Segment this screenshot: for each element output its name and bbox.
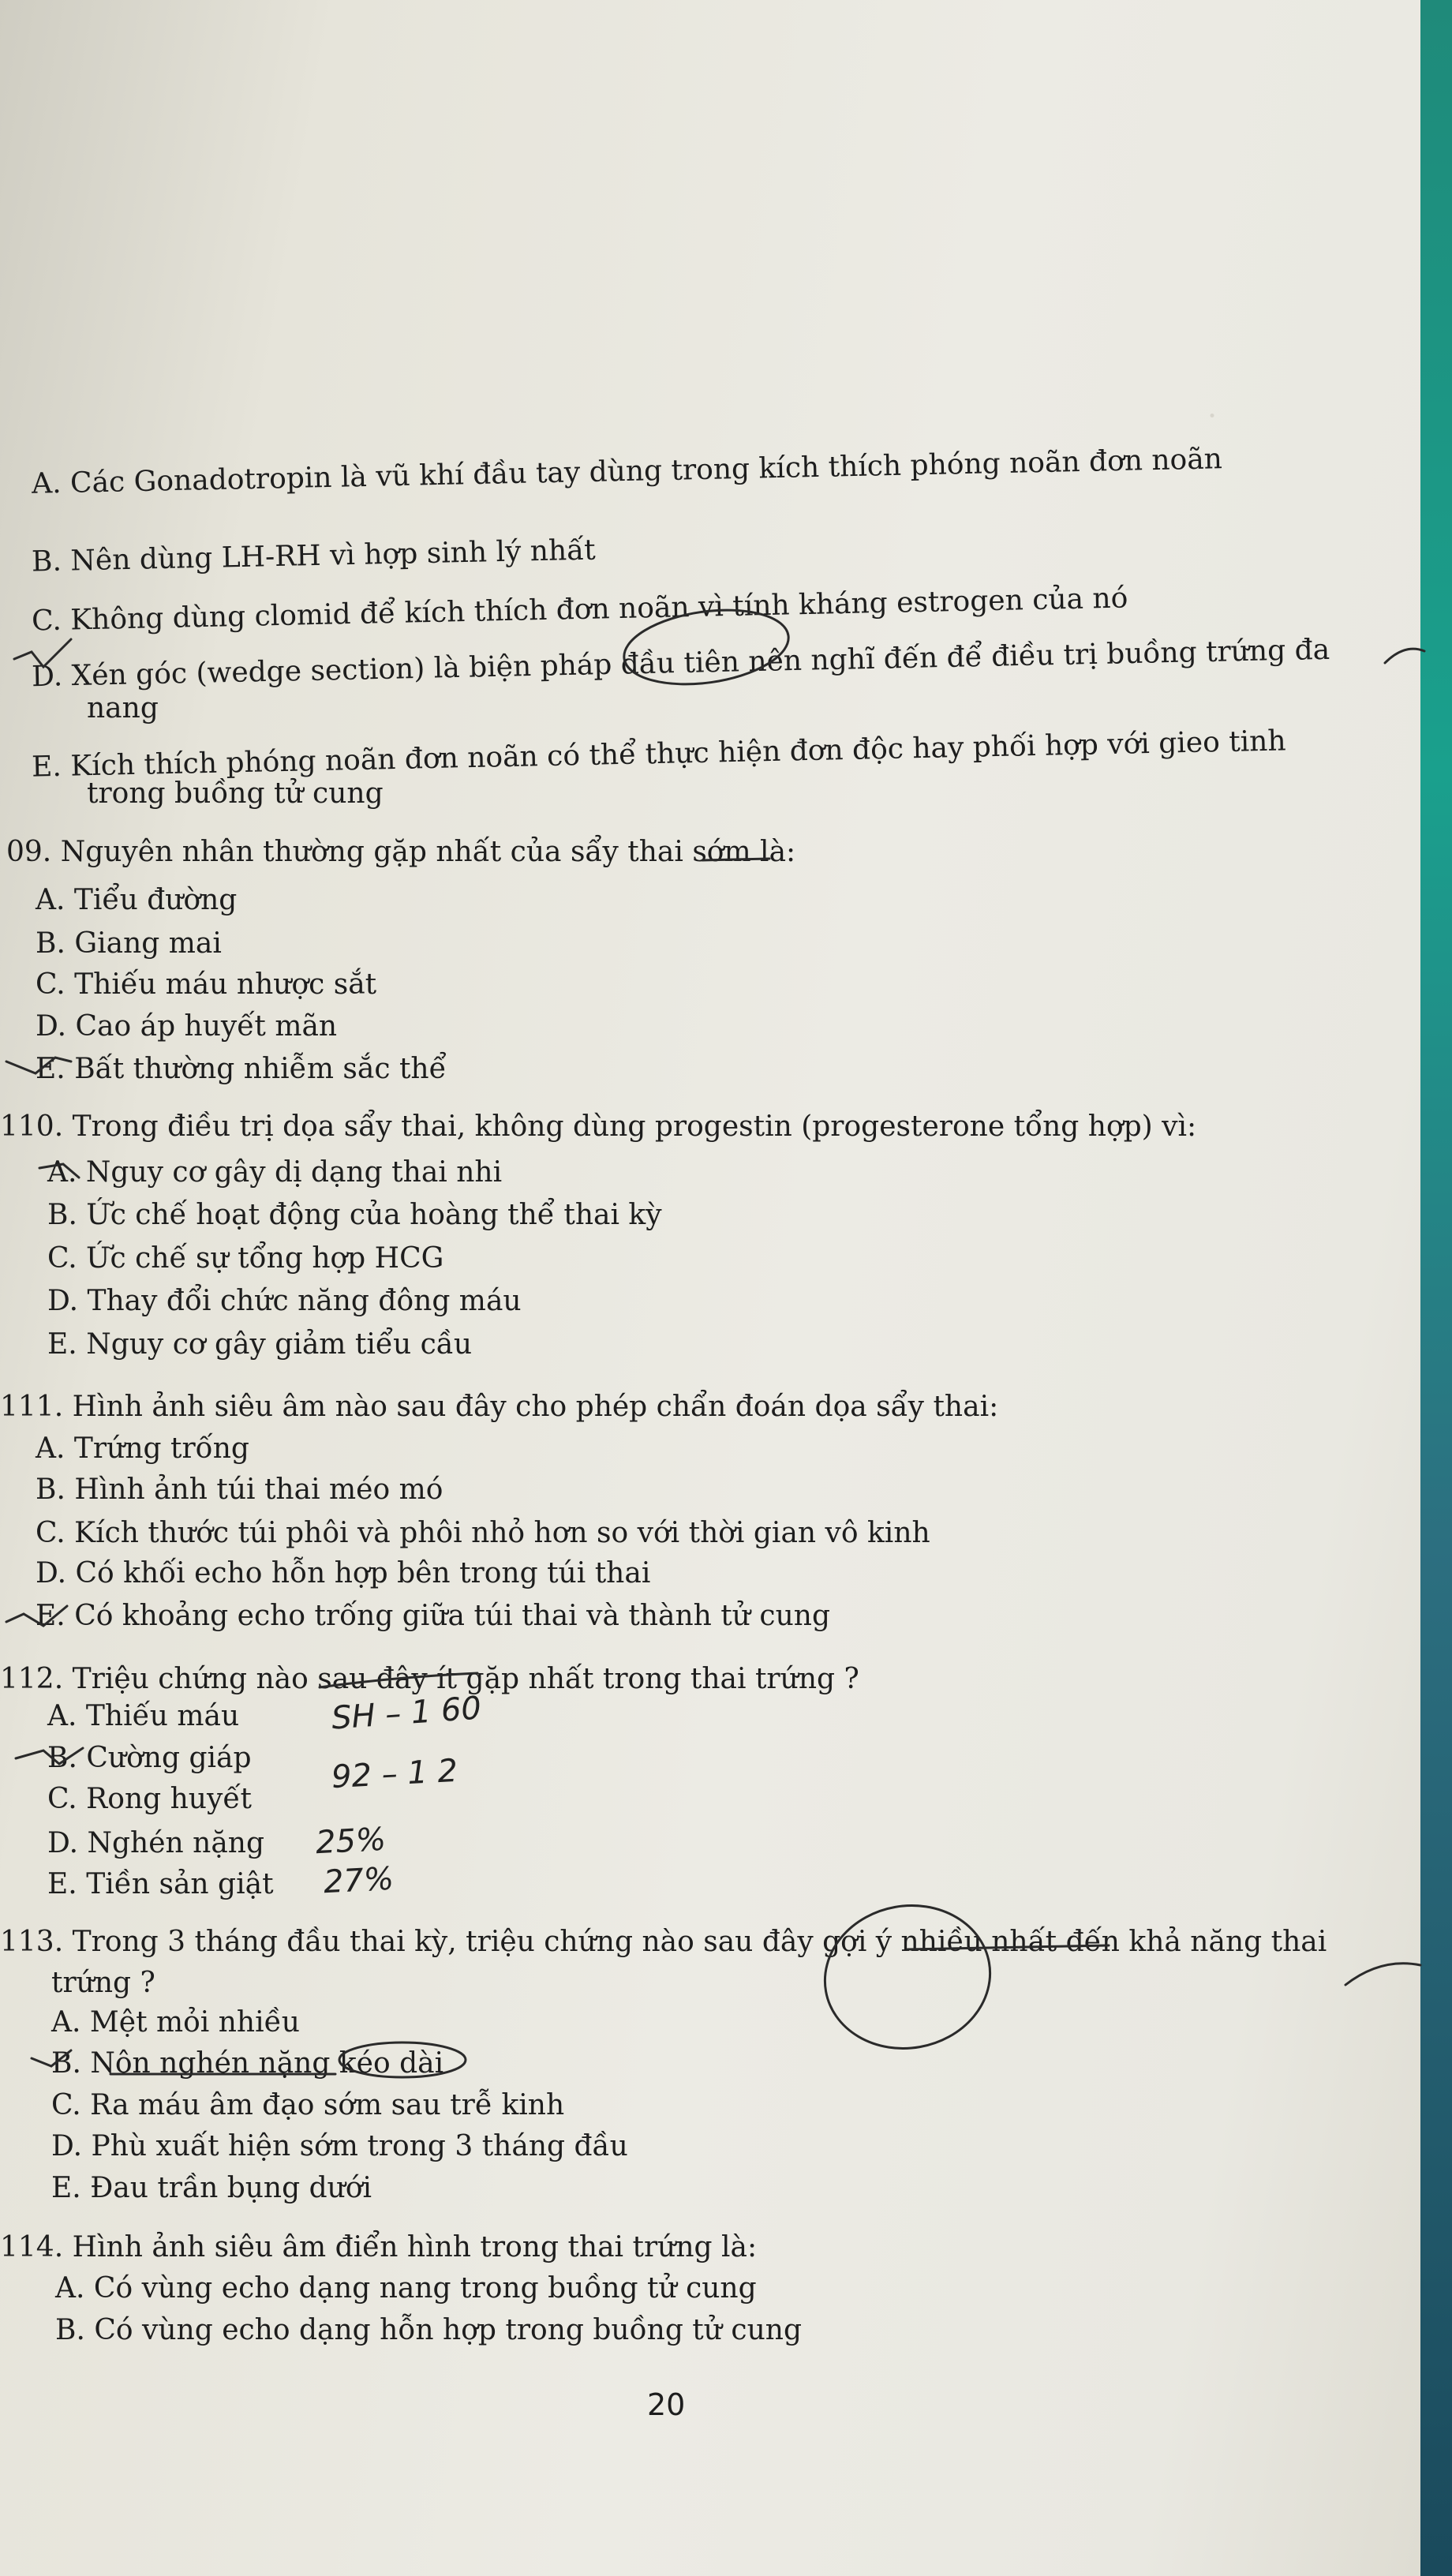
- q112-option-d: D. Nghén nặng: [47, 1827, 265, 1859]
- q112-option-e: E. Tiền sản giật: [47, 1868, 274, 1900]
- q109-option-a: A. Tiểu đường: [36, 884, 238, 916]
- bleed-through-text: ·: [1207, 399, 1218, 433]
- handwritten-note-1: SH – 1 60: [330, 1690, 483, 1737]
- handwritten-note-4: 27%: [322, 1860, 395, 1901]
- q111-option-d: D. Có khối echo hỗn hợp bên trong túi thai: [36, 1557, 651, 1589]
- handwritten-note-3: 25%: [314, 1821, 387, 1862]
- question-113-stem-cont: trứng ?: [51, 1967, 155, 1999]
- prev-option-d: D. Xén góc (wedge section) là biện pháp đầu tiên nên nghĩ đến để điều trị buồng trứng đa: [31, 633, 1330, 694]
- q112-option-a: A. Thiếu máu: [47, 1700, 240, 1732]
- q113-option-e: E. Đau trần bụng dưới: [51, 2172, 372, 2204]
- prev-option-d-cont: nang: [87, 692, 159, 724]
- prev-option-b: B. Nên dùng LH-RH vì hợp sinh lý nhất: [31, 534, 597, 578]
- prev-option-a: A. Các Gonadotropin là vũ khí đầu tay dùng trong kích thích phóng noãn đơn noãn: [31, 443, 1223, 500]
- page-number: 20: [647, 2387, 686, 2422]
- q111-option-a: A. Trứng trống: [36, 1432, 249, 1465]
- q114-option-a: A. Có vùng echo dạng nang trong buồng tử cung: [55, 2272, 757, 2305]
- q113-option-d: D. Phù xuất hiện sớm trong 3 tháng đầu: [51, 2130, 628, 2162]
- q112-option-c: C. Rong huyết: [47, 1783, 252, 1815]
- q111-option-b: B. Hình ảnh túi thai méo mó: [36, 1473, 443, 1506]
- question-112-stem: 112. Triệu chứng nào sau đây ít gặp nhất trong thai trứng ?: [0, 1663, 859, 1695]
- q114-option-b: B. Có vùng echo dạng hỗn hợp trong buồng tử cung: [55, 2314, 802, 2346]
- q111-option-e: E. Có khoảng echo trống giữa túi thai và thành tử cung: [36, 1600, 830, 1632]
- question-111-stem: 111. Hình ảnh siêu âm nào sau đây cho phép chẩn đoán dọa sẩy thai:: [0, 1391, 999, 1423]
- q113-option-c: C. Ra máu âm đạo sớm sau trễ kinh: [51, 2089, 565, 2121]
- q113-option-a: A. Mệt mỏi nhiều: [51, 2006, 300, 2039]
- prev-option-e-cont: trong buồng tử cung: [87, 777, 384, 810]
- desk-background: [1420, 0, 1452, 2576]
- q110-option-e: E. Nguy cơ gây giảm tiểu cầu: [47, 1328, 473, 1361]
- q109-option-b: B. Giang mai: [36, 927, 222, 960]
- q111-option-c: C. Kích thước túi phôi và phôi nhỏ hơn so với thời gian vô kinh: [36, 1517, 930, 1549]
- q109-option-e: E. Bất thường nhiễm sắc thể: [36, 1053, 447, 1085]
- question-114-stem: 114. Hình ảnh siêu âm điển hình trong thai trứng là:: [0, 2231, 758, 2263]
- q109-option-c: C. Thiếu máu nhược sắt: [36, 968, 377, 1001]
- question-109-stem: 09. Nguyên nhân thường gặp nhất của sẩy thai sớm là:: [6, 836, 796, 868]
- q110-option-b: B. Ức chế hoạt động của hoàng thể thai kỳ: [47, 1199, 662, 1231]
- prev-option-e: E. Kích thích phóng noãn đơn noãn có thể thực hiện đơn độc hay phối hợp với gieo tinh: [31, 724, 1286, 784]
- prev-option-c: C. Không dùng clomid để kích thích đơn noãn vì tính kháng estrogen của nó: [31, 582, 1128, 638]
- question-113-stem: 113. Trong 3 tháng đầu thai kỳ, triệu chứng nào sau đây gợi ý nhiều nhất đến khả năng thai: [0, 1926, 1327, 1958]
- q110-option-a: A. Nguy cơ gây dị dạng thai nhi: [47, 1156, 503, 1189]
- q112-option-b: B. Cường giáp: [47, 1742, 252, 1774]
- question-110-stem: 110. Trong điều trị dọa sẩy thai, không dùng progestin (progesterone tổng hợp) vì:: [0, 1110, 1197, 1143]
- q113-option-b: B. Nôn nghén nặng kéo dài: [51, 2047, 444, 2080]
- handwritten-note-2: 92 – 1 2: [330, 1752, 459, 1796]
- q110-option-d: D. Thay đổi chức năng đông máu: [47, 1285, 522, 1317]
- q109-option-d: D. Cao áp huyết mãn: [36, 1010, 338, 1043]
- q110-option-c: C. Ức chế sự tổng hợp HCG: [47, 1242, 444, 1275]
